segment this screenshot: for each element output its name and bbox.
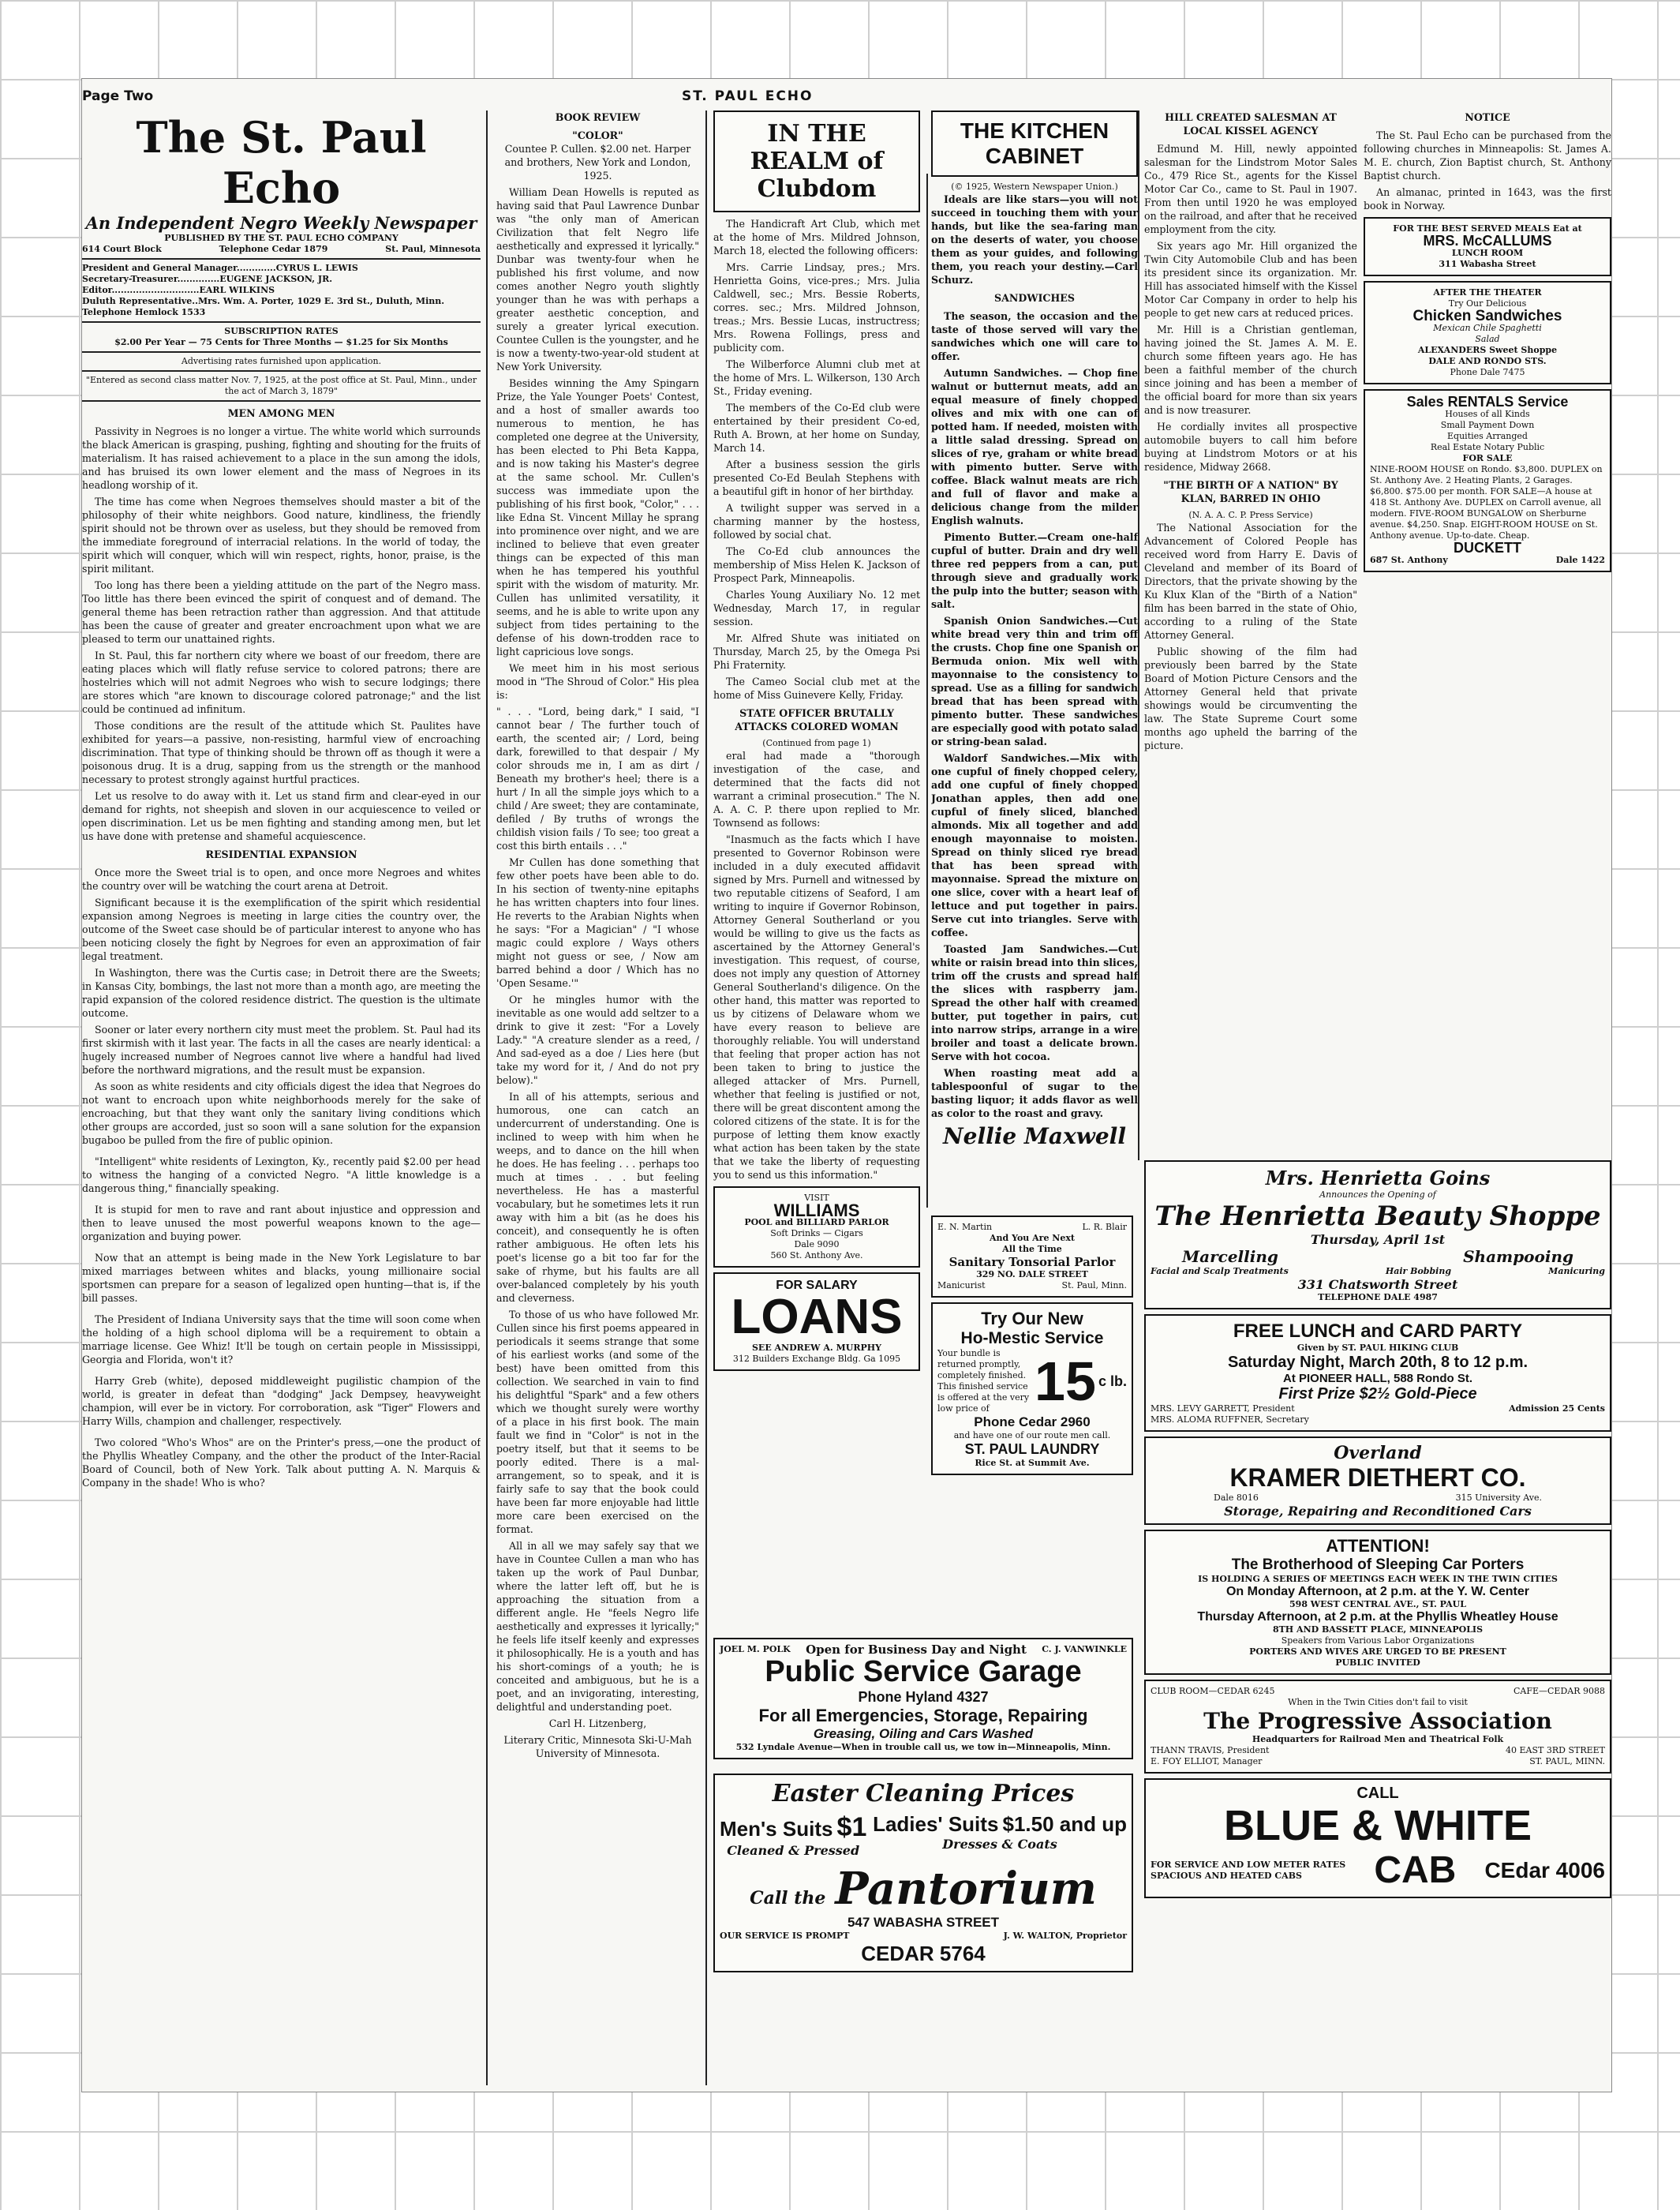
press-note: (N. A. A. C. P. Press Service) (1188, 510, 1313, 520)
masthead-title: The St. Paul Echo (136, 112, 427, 213)
paragraph: Public showing of the film had previously been barred by the State Board of Motion Picture Censors and the Attorney General held that private showings would be circumventing the law. The State Supreme Court some months ago upheld the barring of the picture. (1144, 646, 1357, 751)
ad-line: For all Emergencies, Storage, Repairing (758, 1706, 1088, 1725)
ad-line: FOR SALARY (776, 1279, 858, 1292)
rates-title: SUBSCRIPTION RATES (224, 326, 339, 336)
ad-unit: c lb. (1098, 1373, 1127, 1389)
paragraph: In St. Paul, this far northern city where we boast of our freedom, there are eating places which will flatly refuse service to colored patrons; there are hostelries which will not admit Negroes who wish to secure lodgings; there are stores which "are known to discourage colored patronage;" and the list could be continued ad infinitum. (82, 650, 481, 715)
signature-title: Literary Critic, Minnesota Ski-U-Mah University of Minnesota. (503, 1734, 692, 1759)
editorial-heading: RESIDENTIAL EXPANSION (205, 848, 357, 860)
ad-name: Sanitary Tonsorial Parlor (949, 1255, 1116, 1269)
ad-line: St. Paul, Minn. (1061, 1280, 1127, 1290)
paragraph: As soon as white residents and city officials digest the idea that Negroes do not want to encroach upon white neighborhoods merely for the sake of encroaching, but that they want only the sanitary living conditions which other groups are accorded, just so soon will a sane solution for the expansion bugaboo be pulled from the fire of public opinion. (82, 1081, 481, 1146)
ad-body: NINE-ROOM HOUSE on Rondo. $3,800. DUPLEX on St. Anthony Ave. 2 Heating Plants, 2 Garages. $6,800. $75.00 per month. FOR SALE—A house at 418 St. Anthony Ave. DUPLEX on Carroll avenue, all modern. FIVE-ROOM BUNGALOW on Sherburne avenue. $4,250. Snap. EIGHT-ROOM HOUSE on St. Anthony avenue. Up-to-date. Cheap. (1370, 464, 1603, 541)
poem: " . . . "Lord, being dark," I said, "I cannot bear / The further touch of earth, the scented air; / Lord, being dark, forewilled to that despair / My color shrouds me in, I am as dirt / Beneath my brother's heel; there is a hurt / In all the simple joys which to a child / Are sweet; they are contaminate, defiled / By truths of wrongs the childish vision fails / To see; too great a cost this birth entails . . ." (496, 706, 699, 852)
ad-phone: CAFE—CEDAR 9088 (1513, 1686, 1605, 1696)
paragraph: In all of his attempts, serious and humorous, one can catch an undercurrent of understanding. One is inclined to weep with him when he weeps, and to dance on the hill when he does. He has feeling . . . perhaps too much at times . . . but feeling nevertheless. He has a masterful vocabulary, but he sometimes lets it run away with him a bit (as he does his conceit), and consequently he is often rather ambiguous. He often lets his poet's license go a bit too far for the sake of rhyme, but his faults are all over-balanced completely by his youth and cleverness. (496, 1091, 699, 1304)
paragraph: The St. Paul Echo can be purchased from the following churches in Minneapolis: St. James A. M. E. church, Zion Baptist church, St. Anthony Baptist church. (1364, 129, 1611, 182)
paragraph: Edmund M. Hill, newly appointed salesman for the Lindstrom Motor Sales Co., 479 Rice St., agents for the Kissel Motor Car Co., came to St. Paul in 1907. From then until 1920 he was employed on the railroad, and after that he received employment from the city. (1144, 143, 1357, 235)
ad-phone: CEDAR 5764 (861, 1942, 986, 1965)
ad-line: Open for Business Day and Night (806, 1643, 1027, 1657)
paragraph: Waldorf Sandwiches.—Mix with one cupful of finely chopped celery, add one cupful of finely chopped Jonathan apples, then add one cupful of finely sliced, blanched almonds. Mix all together and add enough mayonnaise to moisten. Spread on thinly sliced rye bread that has been spread with mayonnaise. Spread the mixture on one slice, cover with a heart leaf of lettuce and put together in pairs. Serve cut into triangles. Serve with coffee. (931, 752, 1138, 938)
notice-heading: NOTICE (1465, 111, 1510, 123)
paragraph: A twilight supper was served in a charming manner by the hostess, followed by social chat. (713, 502, 920, 541)
ad-line: Speakers from Various Labor Organizations (1281, 1635, 1475, 1646)
publisher: PUBLISHED BY THE ST. PAUL ECHO COMPANY (164, 233, 398, 243)
paragraph: The Co-Ed club announces the membership of Miss Helen K. Jackson of Prospect Park, Minneapolis. (713, 545, 920, 584)
sanitary-ad (931, 1216, 1133, 1298)
ad-line: Salad (1475, 334, 1500, 344)
ad-price: $1.50 and up (1002, 1812, 1127, 1836)
paragraph: An almanac, printed in 1643, was the first book in Norway. (1364, 186, 1611, 212)
paragraph: The season, the occasion and the taste of those served will vary the sandwiches which one will care to offer. (931, 310, 1138, 362)
ad-name: Easter Cleaning Prices (772, 1780, 1075, 1807)
ad-line: POOL and BILLIARD PARLOR (744, 1217, 889, 1227)
recipe-heading: SANDWICHES (994, 292, 1075, 304)
paragraph: The Handicraft Art Club, which met at the home of Mrs. Mildred Johnson, March 18, elected the following officers: (713, 218, 920, 257)
copyright: (© 1925, Western Newspaper Union.) (951, 182, 1118, 192)
ad-line: SEE ANDREW A. MURPHY (751, 1343, 881, 1353)
paragraph: Two colored "Who's Whos" are on the Printer's press,—one the product of the Phyllis Wheatley Company, and the other the product of the Inter-Racial Board of Council, both of New York. Talk about putting A. N. Marquis & Company in the shade! Who is who? (82, 1436, 481, 1489)
ad-line: FOR THE BEST SERVED MEALS Eat at (1393, 223, 1582, 234)
ad-address: 329 NO. DALE STREET (976, 1269, 1088, 1279)
ad-address: 331 Chatsworth Street (1297, 1277, 1458, 1292)
ads-lower-right (1144, 1160, 1611, 1903)
ad-name: Sales RENTALS Service (1406, 394, 1569, 410)
paragraph: After a business session the girls presented Co-Ed Beulah Stephens with a beautiful gift in honor of her birthday. (713, 459, 920, 497)
goins-ad (1144, 1160, 1611, 1309)
williams-ad (713, 1186, 920, 1268)
ad-line: Call the (750, 1888, 826, 1908)
ad-phone: Dale 9090 (794, 1239, 840, 1249)
address: 614 Court Block (82, 244, 162, 254)
ad-line: Real Estate Notary Public (1430, 442, 1545, 452)
ad-line: Soft Drinks — Cigars (770, 1228, 863, 1238)
ad-address: 598 WEST CENTRAL AVE., ST. PAUL (1289, 1599, 1466, 1609)
ad-name: CAB (1374, 1849, 1457, 1891)
ad-address: 560 St. Anthony Ave. (770, 1250, 863, 1260)
ad-phone: TELEPHONE DALE 4987 (1318, 1292, 1438, 1302)
loans-ad (713, 1272, 920, 1371)
ad-line: Cleaned & Pressed (727, 1843, 860, 1858)
paragraph: "Inasmuch as the facts which I have presented to Governor Robinson were included in a duly executed affidavit signed by Mrs. Purnell and witnessed by two reputable citizens of Seaford, I am writing to inquire if Governor Robinson, Attorney General Southerland or you would be willing to give us the facts as ascertained by the Attorney General's investigation. This request, of course, does not imply any question of Attorney General Southerland's diligence. On the other hand, this matter was reported to us by citizens of Delaware whom we have every reason to believe are thoroughly reliable. You will understand that feeling that proper action has not been taken to bring to justice the alleged attacker of Mrs. Purnell, whether that feeling is justified or not, there will be great discontent among the colored citizens of the state. It is for the purpose of letting them know exactly what action has been taken by the state that we take the liberty of requesting you to send us this information." (713, 833, 920, 1181)
paragraph: "Intelligent" white residents of Lexington, Ky., recently paid $2.00 per head to witness the hanging of a convicted Negro. "A little knowledge is a dangerous thing," financially speaking. (82, 1156, 481, 1194)
ad-name: ST. PAUL LAUNDRY (964, 1441, 1100, 1457)
paragraph: Sooner or later every northern city must meet the problem. St. Paul had its first skirmish with it last year. The facts in all the cases are nearly identical: a hugely increased number of Negroes cannot live where a handful had lived before the northward migrations, and the result must be expansion. (82, 1024, 481, 1076)
ad-line: First Prize $2½ Gold-Piece (1278, 1385, 1477, 1403)
ad-line: Try Our Delicious (1448, 298, 1527, 309)
quote: Ideals are like stars—you will not succeed in touching them with your hands, but like the sea-faring man on the deserts of water, you choose them as your guides, and following them, you reach your destiny.—Carl Schurz. (931, 193, 1138, 286)
staff-line: Editor.............................EARL WILKINS (82, 285, 275, 295)
ad-address: 40 EAST 3RD STREET (1506, 1745, 1605, 1755)
column-notices (1364, 110, 1611, 1160)
paragraph: To those of us who have followed Mr. Cullen since his first poems appeared in periodicals it seems strange that some of his earliest works (and some of the best) have been omitted from this collection. We searched in vain to find his delightful "Spark" and a few others which we thought surely were worthy of a place in his first book. The main fault we find in "Color" is not in the poetry itself, but that it seems to be poorly edited. There is a mal-arrangement, so to speak, and it is fairly safe to say that the book could have been far more enjoyable had little more care been exercised on the format. (496, 1309, 699, 1535)
cab-ad (1144, 1778, 1611, 1898)
phone: Telephone Cedar 1879 (219, 244, 328, 254)
staff-line: President and General Manager.............CYRUS L. LEWIS (82, 263, 358, 273)
ad-service: Hair Bobbing (1385, 1266, 1452, 1276)
ad-address: 315 University Ave. (1455, 1493, 1542, 1503)
paragraph: Too long has there been a yielding attitude on the part of the Negro mass. Too little has there been evinced the spirit of conquest and of demand. The general theme has been retraction rather than aggression. And that attitude has been the cause of greater and greater encroachment upon what we are pleased to term our unattained rights. (82, 579, 481, 645)
ad-address: ST. PAUL, MINN. (1529, 1756, 1605, 1766)
ad-line: Manicurist (937, 1280, 986, 1290)
paragraph: Spanish Onion Sandwiches.—Cut white bread very thin and trim off the crusts. Chop fine one Spanish or Bermuda onion. Mix well with mayonnaise to the consistency to spread. Use as a filling for sandwich bread that has been spread with pimento butter. These sandwiches are especially good with potato salad or string-bean salad. (931, 615, 1138, 747)
ad-name: Public Service Garage (765, 1655, 1082, 1688)
paragraph: We meet him in his most serious mood in "The Shroud of Color." His plea is: (496, 662, 699, 701)
ad-line: C. J. VANWINKLE (1042, 1644, 1127, 1654)
ad-price: 15 (1035, 1350, 1096, 1412)
rates: $2.00 Per Year — 75 Cents for Three Months — $1.25 for Six Months (114, 337, 448, 347)
ad-line: JOEL M. POLK (720, 1644, 791, 1654)
paragraph: Let us resolve to do away with it. Let us stand firm and clear-eyed in our demand for rights, not sheepish and sloven in our acquiescence to veiled or open discrimination. Let us be men fighting and standing among men, but let us have done with pretense and shameful acquiescence. (82, 790, 481, 842)
paragraph: Harry Greb (white), deposed middleweight pugilistic champion of the world, is greater in defeat than "dodging" Jack Dempsey, heavyweight champion, will ever be in victory. For corroboration, ask "Tiger" Flowers and Harry Wills, champion and challenger, respectively. (82, 1375, 481, 1427)
ad-line: PUBLIC INVITED (1335, 1658, 1420, 1668)
paragraph: All in all we may safely say that we have in Countee Cullen a man who has taken up the work of Paul Dunbar, where the latter left off, but he is approaching the situation from a different angle. He "feels Negro life aesthetically and expresses it lyrically;" he feels life itself keenly and expresses it philosophically. He is a youth and has his short-comings of a youth; he is conceited and ambiguous, but he is a poet, and an invigorating, interesting, delightful and understanding poet. (496, 1540, 699, 1713)
paragraph: Once more the Sweet trial is to open, and once more Negroes and whites the country over will be watching the court arena at Detroit. (82, 867, 481, 892)
page-number: Page Two (82, 88, 154, 104)
ad-line: All the Time (1002, 1244, 1062, 1254)
ad-line: Thursday, April 1st (1310, 1232, 1446, 1247)
paragraph: Toasted Jam Sandwiches.—Cut white or raisin bread into thin slices, trim off the crusts and spread half the slices with raspberry jam. Spread the other half with creamed butter, put together in pairs, cut into narrow strips, arrange in a wire broiler and toast a delicate brown. Serve with hot cocoa. (931, 943, 1138, 1062)
ads-bottom-center (713, 1638, 1133, 1977)
ad-line: MRS. ALOMA RUFFNER, Secretary (1151, 1414, 1309, 1425)
paragraph: Mrs. Carrie Lindsay, pres.; Mrs. Henrietta Goins, vice-pres.; Mrs. Julia Caldwell, sec.; Mrs. Bessie Roberts, corres. sec.; Mrs. Mildred Johnson, treas.; Mrs. Bessie Lucas, instructress; Mrs. Rowena Follings, press and publicity com. (713, 261, 920, 354)
ad-line: Greasing, Oiling and Cars Washed (813, 1726, 1034, 1741)
ad-line: Headquarters for Railroad Men and Theatrical Folk (1252, 1734, 1504, 1744)
ad-address: At PIONEER HALL, 588 Rondo St. (1282, 1372, 1472, 1385)
paragraph: He cordially invites all prospective automobile buyers to call him before buying at Lindstrom Motors or at his residence, Midway 2668. (1144, 421, 1357, 473)
ad-line: E. N. Martin (937, 1222, 993, 1232)
ad-phone: CLUB ROOM—CEDAR 6245 (1151, 1686, 1275, 1696)
alexanders-ad (1364, 281, 1611, 384)
ad-line: The Brotherhood of Sleeping Car Porters (1231, 1556, 1525, 1573)
city: St. Paul, Minnesota (385, 244, 481, 254)
ad-line: Men's Suits (720, 1817, 833, 1841)
ad-line: Ladies' Suits (873, 1812, 999, 1836)
ad-line: Houses of all Kinds (1445, 409, 1530, 419)
ad-line: Dresses & Coats (942, 1837, 1057, 1852)
ad-name: LOANS (731, 1290, 903, 1344)
duckett-ad (1364, 389, 1611, 572)
ad-line: SPACIOUS AND HEATED CABS (1151, 1870, 1302, 1881)
ad-name: FREE LUNCH and CARD PARTY (1233, 1320, 1523, 1342)
paragraph: In Washington, there was the Curtis case; in Detroit there are the Sweets; in Kansas City, bombings, the last not more than a month ago, are meeting the rapid expansion of the colored residence district. The question is the ultimate outcome. (82, 967, 481, 1019)
ad-line: On Monday Afternoon, at 2 p.m. at the Y. W. Center (1225, 1585, 1530, 1598)
ad-name: The Henrietta Beauty Shoppe (1154, 1201, 1601, 1232)
ad-line: VISIT (804, 1193, 829, 1203)
pantorium-ad (713, 1774, 1133, 1972)
kitchen-banner: THE KITCHEN CABINET (931, 110, 1138, 177)
ad-line: L. R. Blair (1082, 1222, 1127, 1232)
paragraph: Those conditions are the result of the attitude which St. Paulites have exhibited for years—a passive, non-resisting, harmful view of encroaching discrimination. That type of thinking should be thrown off as though it were a poisonous drug. It is a drug, sapping from us the strength or the manhood necessary to protest strongly against hurtful practices. (82, 720, 481, 785)
paragraph: Autumn Sandwiches. — Chop fine walnut or butternut meats, add an equal measure of finely chopped olives and mix with one can of potted ham. If needed, moisten with a little salad dressing. Spread on slices of rye, graham or white bread with pimento butter. Serve with coffee. Black walnut meats are rich and full of flavor and make a delicious change from the milder English walnuts. (931, 367, 1138, 526)
review-heading: BOOK REVIEW (555, 111, 641, 123)
mccallums-ad (1364, 217, 1611, 276)
article-heading: STATE OFFICER BRUTALLY ATTACKS COLORED WOMAN (735, 707, 899, 732)
ad-address: 687 St. Anthony (1370, 555, 1448, 565)
ad-address: 311 Wabasha Street (1439, 259, 1536, 269)
ad-service: Facial and Scalp Treatments (1151, 1266, 1289, 1276)
ad-line: Saturday Night, March 20th, 8 to 12 p.m. (1227, 1354, 1528, 1371)
ad-line: AFTER THE THEATER (1433, 287, 1542, 298)
paragraph: Mr. Alfred Shute was initiated on Thursday, March 25, by the Omega Psi Phi Fraternity. (713, 632, 920, 671)
ad-address: DALE AND RONDO STS. (1428, 356, 1547, 366)
ad-address: 312 Builders Exchange Bldg. Ga 1095 (732, 1354, 901, 1364)
column-rule (705, 110, 707, 2085)
ad-line: Admission 25 Cents (1509, 1403, 1605, 1414)
signature: Carl H. Litzenberg, (548, 1717, 647, 1729)
ad-line: MRS. LEVY GARRETT, President (1151, 1403, 1295, 1414)
column-local (1144, 110, 1357, 1160)
attention-ad (1144, 1530, 1611, 1675)
ad-service: Shampooing (1463, 1247, 1573, 1266)
ad-address: Rice St. at Summit Ave. (975, 1458, 1090, 1468)
paragraph: Now that an attempt is being made in the New York Legislature to bar mixed marriages between whites and blacks, young millionaire social sportsmen can prepare for a season of legalized open hunting—that is, if the bill passes. (82, 1252, 481, 1304)
column-rule (926, 174, 928, 1208)
ad-address: 547 WABASHA STREET (847, 1915, 1000, 1930)
ad-line: Announces the Opening of (1319, 1189, 1436, 1200)
ad-name: Pantorium (835, 1863, 1097, 1915)
editorial-heading: MEN AMONG MEN (227, 407, 335, 419)
ad-line: FOR SERVICE AND LOW METER RATES (1151, 1859, 1346, 1870)
ad-name: The Progressive Association (1203, 1708, 1552, 1734)
ad-line: and have one of our route men call. (953, 1430, 1111, 1440)
ad-phone: Phone Dale 7475 (1450, 367, 1525, 377)
paragraph: Charles Young Auxiliary No. 12 met Wednesday, March 17, in regular session. (713, 589, 920, 627)
ad-line: Small Payment Down (1440, 420, 1535, 430)
column-book-review (496, 110, 699, 2085)
ad-line: Storage, Repairing and Reconditioned Cars (1224, 1504, 1532, 1519)
paragraph: It is stupid for men to rave and rant about injustice and oppression and then to leave unused the most powerful weapons known to the age—organization and buying power. (82, 1204, 481, 1242)
progressive-ad (1144, 1680, 1611, 1774)
ad-name: BLUE & WHITE (1224, 1802, 1532, 1849)
paragraph: eral had made a "thorough investigation of the case, and determined that the facts did not warrant a criminal prosecution." The N. A. A. C. P. there upon replied to Mr. Townsend as follows: (713, 750, 920, 829)
article-heading: "THE BIRTH OF A NATION" BY KLAN, BARRED IN OHIO (1163, 479, 1338, 504)
homestic-ad (931, 1302, 1133, 1475)
ad-phone: Dale 1422 (1555, 555, 1605, 565)
ad-line: OUR SERVICE IS PROMPT (720, 1931, 850, 1941)
newspaper-page (82, 79, 1611, 2092)
paragraph: The members of the Co-Ed club were entertained by their president Co-ed, Ruth A. Brown, at her home on Sunday, March 14. (713, 402, 920, 454)
ad-name: KRAMER DIETHERT CO. (1229, 1463, 1526, 1492)
column-rule (1138, 110, 1139, 1160)
ad-brand: Overland (1334, 1443, 1422, 1463)
ad-name: Ho-Mestic Service (960, 1329, 1104, 1347)
paragraph: Besides winning the Amy Spingarn Prize, the Yale Younger Poets' Contest, and a host of smaller awards too numerous to mention, he has completed one degree at the University, has been elected to Phi Beta Kappa, and is now taking his Master's degree at the same school. Mr. Cullen's success was immediate upon the publishing of his first book, "Color," . . . like Edna St. Vincent Millay he sprang into prominence over night, and we are inclined to believe that even greater things can be expected of this man when he has tempered his youthful spirit with the wisdom of maturity. Mr. Cullen has unlimited versatility, it seems, and he is able to write upon any subject from tides pertaining to the defense of his down-trodden race to light capricious love songs. (496, 377, 699, 657)
staff-line: Duluth Representative..Mrs. Wm. A. Porter, 1029 E. 3rd St., Duluth, Minn. Telephone Hemlock 1533 (82, 296, 445, 317)
paragraph: Six years ago Mr. Hill organized the Twin City Automobile Club and has been its president since its organization. Mr. Hill has associated himself with the Kissel Motor Car Company in order to help his people to get new cars at reduced prices. (1144, 240, 1357, 319)
continued-note: (Continued from page 1) (762, 738, 871, 748)
ad-name: Chicken Sandwiches (1412, 308, 1562, 324)
paragraph: Passivity in Negroes is no longer a virtue. The white world which surrounds the black American is grasping, pushing, fighting and shouting for the fruits of materialism. It has raised achievement to a place in the sun among the idols, and has bruised its own lower element and the mass of Negroes in its headlong worship of it. (82, 425, 481, 491)
paragraph: Pimento Butter.—Cream one-half cupful of butter. Drain and dry well three red peppers from a can, put through sieve and gradually work the pulp into the butter; season with salt. (931, 531, 1138, 610)
ad-line: THANN TRAVIS, President (1151, 1745, 1270, 1755)
ad-address: 532 Lyndale Avenue—When in trouble call us, we tow in—Minneapolis, Minn. (735, 1742, 1111, 1752)
ad-line: Equities Arranged (1447, 431, 1528, 441)
masthead-subtitle: An Independent Negro Weekly Newspaper (85, 213, 477, 233)
ad-name: ATTENTION! (1326, 1536, 1430, 1556)
garage-ad (713, 1638, 1133, 1759)
paragraph: Mr Cullen has done something that few other poets have been able to do. In his section of twenty-nine epitaphs he has written chapters into four lines. He reverts to the Arabian Nights when he says: "For a Magician" / "I whose magic could explore / Ways others might not guess or see, / Now am barred behind a door / Which has no 'Open Sesame.'" (496, 856, 699, 989)
ad-name: WILLIAMS (773, 1201, 860, 1220)
ad-line: CALL (1356, 1785, 1399, 1802)
ad-phone: Phone Cedar 2960 (974, 1414, 1091, 1429)
ad-line: Try Our New (981, 1309, 1083, 1328)
paragraph: The time has come when Negroes themselves should master a bit of the philosophy of their white neighbors. Good nature, kindliness, the friendly spirit should not be thrown over as useless, but they should be removed from the immediate foreground of interracial relations. In the world of today, the spirit which will conquer, which will win respect, rights, honor, praise, is the spirit militant. (82, 496, 481, 575)
column-editorial (82, 110, 481, 2085)
paragraph: William Dean Howells is reputed as having said that Paul Lawrence Dunbar was "the only man of American Civilization that felt Negro life aesthetically and expressed it lyrically." Dunbar was twenty-four when he published his first volume, and now comes another Negro youth slightly younger than he was with perhaps a greater aesthetic conception, and surely a greater lyrical execution. Countee Cullen is the youngster, and he is now a twenty-two-year-old student at New York University. (496, 186, 699, 373)
review-subheading: "COLOR" (572, 129, 623, 141)
ad-line: PORTERS AND WIVES ARE URGED TO BE PRESENT (1249, 1646, 1506, 1657)
ad-line: E. FOY ELLIOT, Manager (1151, 1756, 1263, 1766)
ad-phone: Phone Hyland 4327 (858, 1689, 989, 1705)
review-byline: Countee P. Cullen. $2.00 net. Harper and brothers, New York and London, 1925. (504, 143, 691, 182)
ad-line: Given by ST. PAUL HIKING CLUB (1296, 1343, 1459, 1353)
ad-line: When in the Twin Cities don't fail to visit (1288, 1697, 1468, 1707)
ad-service: Manicuring (1548, 1266, 1605, 1276)
paragraph: The President of Indiana University says that the time will soon come when the holding of a high school diploma will be a requirement to obtain a marriage license. Gee Whiz! It'll be tough on certain people in Mississippi, Georgia and Florida, won't it? (82, 1313, 481, 1365)
freelunch-ad (1144, 1314, 1611, 1432)
ads-lower-mid (931, 1216, 1133, 1480)
column-rule (486, 110, 488, 2085)
ad-phone: Dale 8016 (1214, 1493, 1259, 1503)
article-heading: HILL CREATED SALESMAN AT LOCAL KISSEL AGENCY (1165, 111, 1337, 137)
ad-line: J. W. WALTON, Proprietor (1003, 1931, 1127, 1941)
ad-phone: CEdar 4006 (1484, 1857, 1605, 1882)
ad-line: ALEXANDERS Sweet Shoppe (1417, 345, 1558, 355)
ad-address: 8TH AND BASSETT PLACE, MINNEAPOLIS (1272, 1624, 1484, 1635)
column-kitchen (931, 110, 1138, 1208)
entry-note: "Entered as second class matter Nov. 7, 1925, at the post office at St. Paul, Minn., under the act of March 3, 1879" (85, 375, 477, 396)
ad-line: Mrs. Henrietta Goins (1265, 1167, 1491, 1189)
ad-line: LUNCH ROOM (1451, 248, 1524, 258)
advertising-note: Advertising rates furnished upon application. (181, 356, 382, 366)
ad-line: FOR SALE (1462, 453, 1513, 463)
ad-line: Mexican Chile Spaghetti (1433, 323, 1542, 333)
paragraph: Significant because it is the exemplification of the spirit which residential expansion among Negroes is meeting in large cities the country over, the outcome of the Sweet case should be of particular interest to anyone who has been noticing closely the fight by Negroes for even an approximation of fair legal treatment. (82, 897, 481, 962)
paragraph: When roasting meat add a tablespoonful of sugar to the basting liquor; it adds flavor as well as color to the roast and gravy. (931, 1067, 1138, 1119)
paragraph: Or he mingles humor with the inevitable as one would add seltzer to a drink to give it zest: "For a Lovely Lady." "A creature slender as a reed, / And sad-eyed as a doe / Lies here (but take my word for it, / And do not pry below)." (496, 994, 699, 1086)
ad-price: $1 (836, 1812, 867, 1842)
paragraph: The Cameo Social club met at the home of Miss Guinevere Kelly, Friday. (713, 676, 920, 701)
ad-service: Marcelling (1182, 1247, 1278, 1266)
ad-line: And You Are Next (990, 1233, 1075, 1243)
clubdom-banner: IN THE REALM of Clubdom (713, 110, 920, 212)
running-head: ST. PAUL ECHO (682, 88, 814, 104)
kramer-ad (1144, 1436, 1611, 1525)
paragraph: Mr. Hill is a Christian gentleman, having joined the St. James A. M. E. church some fifteen years ago. He has been a faithful member of the church since joining and has been a member of the official board for more than six years and is now treasurer. (1144, 324, 1357, 416)
paragraph: The Wilberforce Alumni club met at the home of Mrs. L. Wilkerson, 130 Arch St., Friday evening. (713, 358, 920, 397)
staff-line: Secretary-Treasurer..............EUGENE JACKSON, JR. (82, 274, 333, 284)
ad-body: Your bundle is returned promptly, completely finished. This finished service is offered at the very low price of (937, 1348, 1030, 1414)
ad-line: IS HOLDING A SERIES OF MEETINGS EACH WEEK IN THE TWIN CITIES (1198, 1574, 1558, 1584)
paragraph: The National Association for the Advancement of Colored People has received word from Harry E. Davis of Cleveland and member of its Board of Directors, that the private showing by the Ku Klux Klan of the "Birth of a Nation" film has been barred in the state of Ohio, according to a ruling of the State Attorney General. (1144, 522, 1357, 641)
ad-name: MRS. McCALLUMS (1423, 233, 1552, 249)
signature: Nellie Maxwell (943, 1123, 1126, 1149)
ad-line: Thursday Afternoon, at 2 p.m. at the Phyllis Wheatley House (1197, 1610, 1558, 1624)
ad-name: DUCKETT (1454, 540, 1521, 556)
